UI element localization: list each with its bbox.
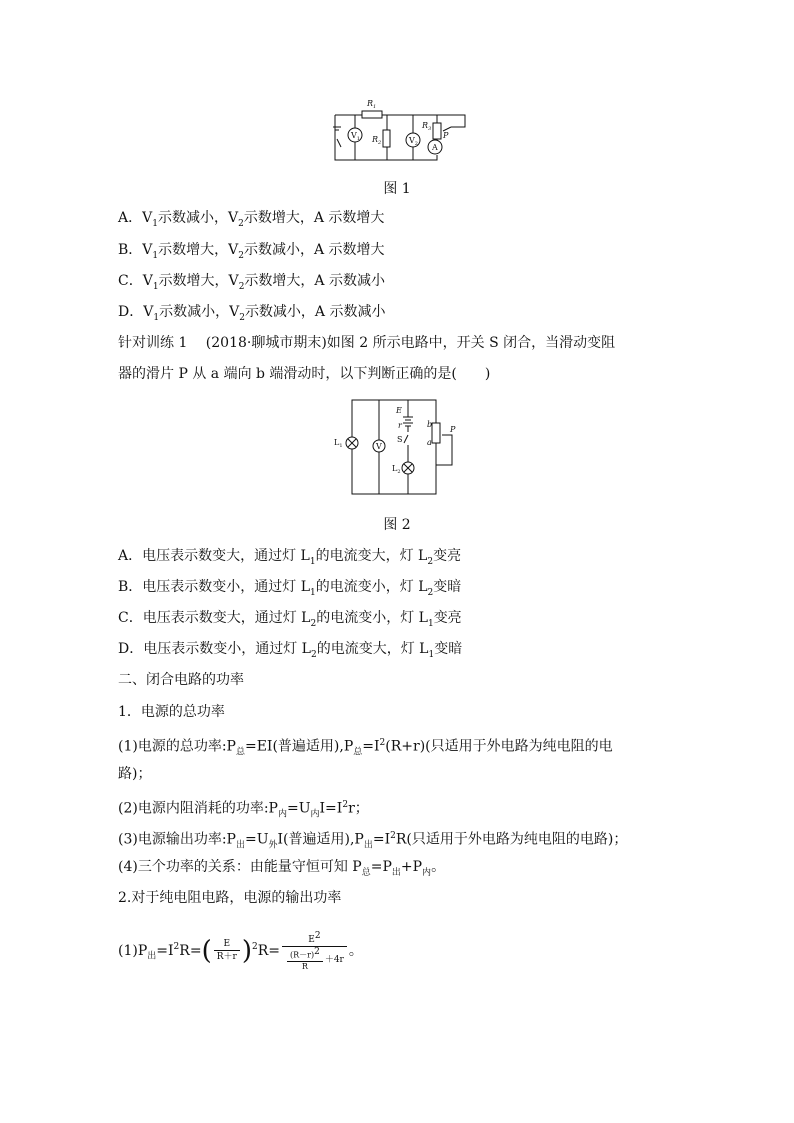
q1-option-b: B．$V_1$示数增大，$V_2$示数减小，A 示数增大	[118, 242, 385, 261]
power-relation-line: (4)三个功率的关系：由能量守恒可知 $P_总=P_出+P_内$。	[118, 859, 446, 878]
training-line-2: 器的滑片 P 从 a 端向 b 端滑动时，以下判断正确的是( )	[118, 366, 491, 382]
figure-2-circuit	[330, 395, 465, 500]
figure-2-l2-label: $L_2$	[392, 464, 401, 475]
figure-2-s-label: S	[397, 435, 403, 444]
power-total-line-cont: 路)；	[118, 766, 152, 782]
figure-2-p-label: P	[450, 425, 456, 434]
figure-1-v1-label: $V_1$	[351, 131, 360, 142]
section-2-sub-1: 1．电源的总功率	[118, 704, 225, 720]
fraction-e-over-r-plus-r: $\frac{E}{R+r}$	[214, 938, 240, 963]
figure-1-v2-label: $V_2$	[409, 136, 418, 147]
section-2-heading: 二、闭合电路的功率	[118, 672, 244, 688]
figure-1-caption: 图 1	[383, 181, 411, 197]
figure-2-a-label: a	[427, 438, 432, 447]
q2-option-c: C．电压表示数变大，通过灯 $L_2$的电流变小，灯 $L_1$变亮	[118, 610, 462, 629]
figure-1-circuit	[325, 95, 475, 167]
figure-2-e-label: E	[396, 406, 402, 415]
power-output-line: (3)电源输出功率$:P_出=U_外I$(普遍适用)$,P_出=I^2R$(只适用于外电路为纯电阻的电路)；	[118, 831, 628, 851]
figure-2-b-label: b	[427, 420, 433, 429]
output-power-formula: $(1)P_出=I^2R=$( $\frac{E}{R+r}$ )$^2$R= $E^2$ $\frac{(R-r)^2}{R}$ ＋4r 。	[118, 931, 363, 971]
fraction-inner: $\frac{(R-r)^2}{R}$	[287, 947, 323, 972]
figure-2-r-label: r	[398, 421, 402, 430]
q1-option-c: C．$V_1$示数增大，$V_2$示数增大，A 示数减小	[118, 273, 385, 292]
figure-2-v-label: V	[376, 442, 382, 451]
figure-1-r3-label: $R_3$	[422, 121, 432, 132]
q2-option-d: D．电压表示数变小，通过灯 $L_2$的电流变大，灯 $L_1$变暗	[118, 641, 463, 660]
power-internal-line: (2)电源内阻消耗的功率$:P_内=U_内I=I^2r$；	[118, 800, 369, 820]
figure-2-caption: 图 2	[383, 517, 411, 533]
power-total-line: (1)电源的总功率$:P_总=EI$(普遍适用)$,P_总=I^2(R+r)$(只适用于外电路为纯电阻的电	[118, 738, 613, 758]
figure-1-p-label: P	[443, 131, 449, 140]
q1-option-a: A．$V_1$示数减小，$V_2$示数增大，A 示数增大	[118, 210, 385, 229]
section-2-sub-2: 2.对于纯电阻电路，电源的输出功率	[118, 890, 342, 906]
figure-1-r2-label: $R_2$	[372, 135, 382, 146]
training-line-1: 针对训练 1 (2018·聊城市期末)如图 2 所示电路中，开关 S 闭合，当滑动变阻	[118, 335, 616, 351]
fraction-output-power: $E^2$ $\frac{(R-r)^2}{R}$ ＋4r	[282, 930, 347, 972]
figure-2-l1-label: $L_1$	[334, 438, 343, 449]
q2-option-a: A．电压表示数变大，通过灯 $L_1$的电流变大，灯 $L_2$变亮	[118, 548, 462, 567]
figure-1-a-label: A	[432, 143, 438, 152]
q1-option-d: D．$V_1$示数减小，$V_2$示数减小，A 示数减小	[118, 304, 386, 323]
figure-1-r1-label: $R_1$	[367, 99, 377, 110]
q2-option-b: B．电压表示数变小，通过灯 $L_1$的电流变小，灯 $L_2$变暗	[118, 579, 462, 598]
